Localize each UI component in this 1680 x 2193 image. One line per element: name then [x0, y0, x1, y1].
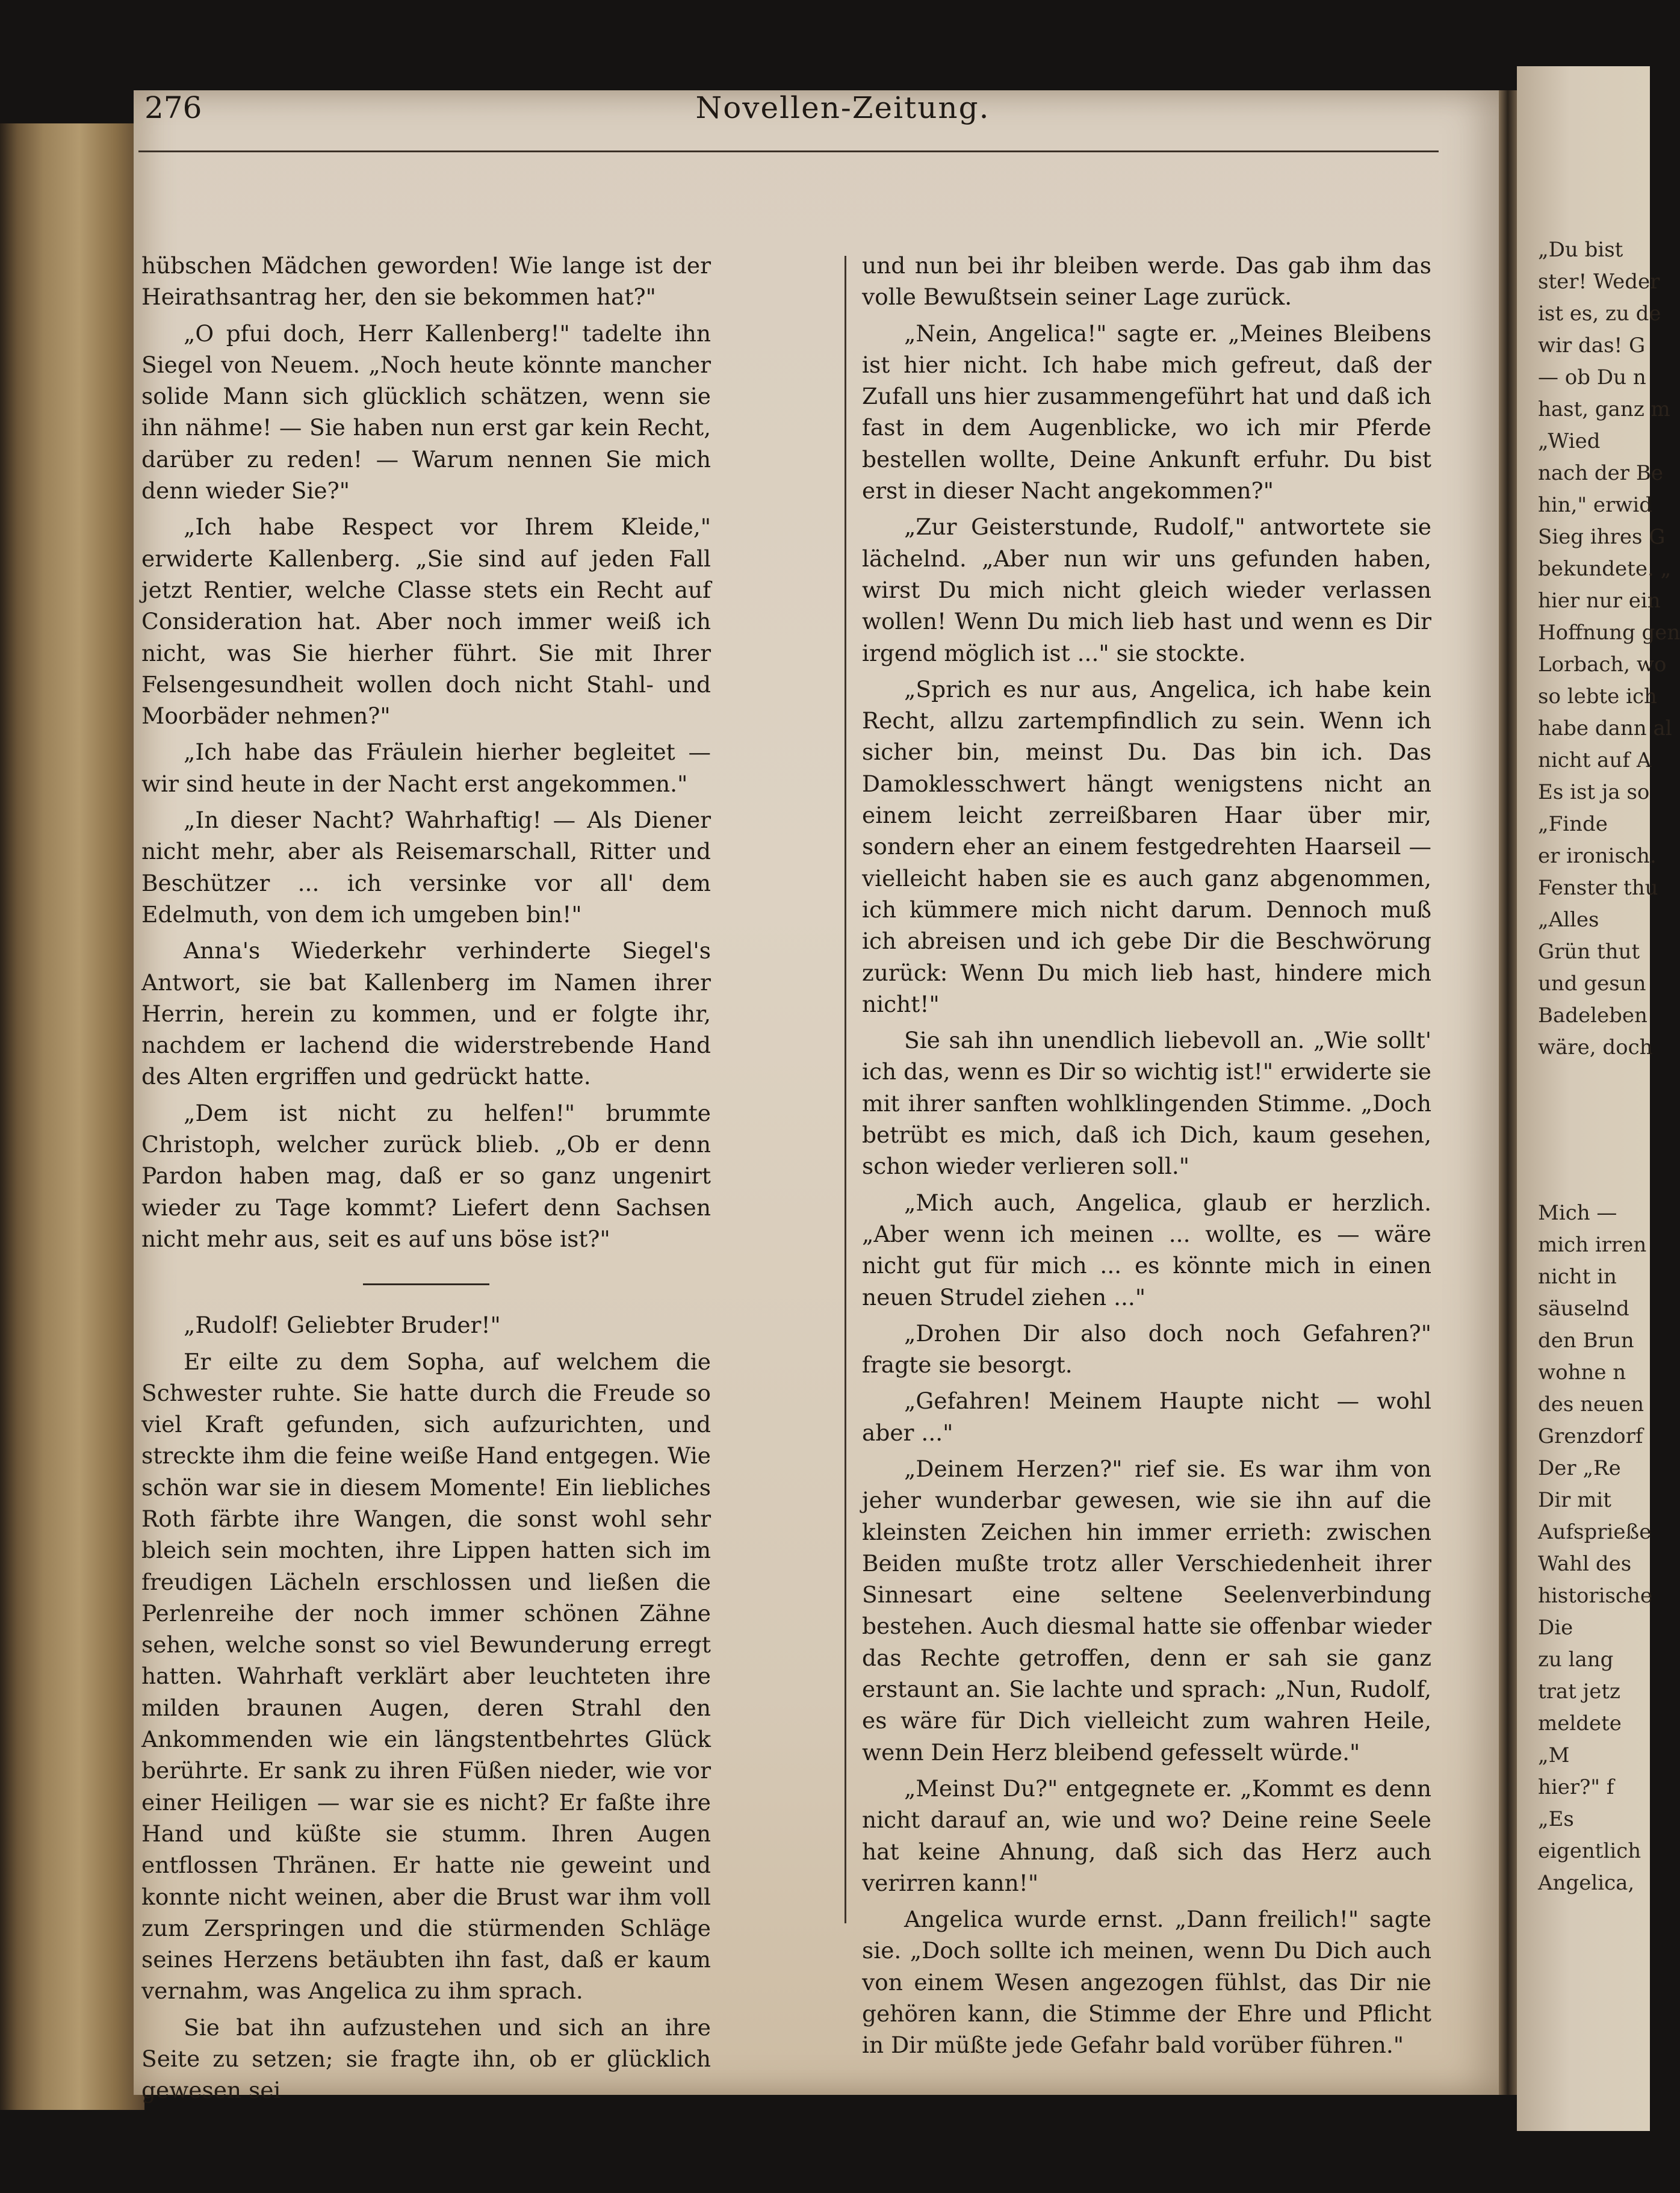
paragraph: Sie sah ihn unendlich liebevoll an. „Wie sollt' ich das, wenn es Dir so wichtig ist!" erwiderte sie mit ihrer sanften wohlklingenden Stimme. „Doch betrübt es mich, daß ich Dich, kaum gesehen, schon wieder verlieren soll.": [862, 1027, 1431, 1180]
paragraph: „Drohen Dir also doch noch Gefahren?" fragte sie besorgt.: [862, 1320, 1431, 1379]
text-column-left: [141, 250, 711, 2106]
facing-page-line: Wahl des: [1538, 1552, 1632, 1576]
paragraph: und nun bei ihr bleiben werde. Das gab ihm das volle Bewußtsein seiner Lage zurück.: [862, 252, 1431, 311]
facing-page-line: Der „Re: [1538, 1456, 1621, 1480]
facing-page-line: und gesun: [1538, 972, 1646, 996]
facing-page-line: habe dann al: [1538, 716, 1672, 740]
facing-page-line: er ironisch.: [1538, 844, 1657, 868]
paragraph: „Meinst Du?" entgegnete er. „Kommt es denn nicht darauf an, wie und wo? Deine reine Seele hat keine Ahnung, daß sich das Herz auch verirren kann!": [862, 1775, 1431, 1896]
facing-page-line: säuselnd: [1538, 1297, 1629, 1321]
facing-page-line: Es ist ja so: [1538, 780, 1650, 804]
facing-page-line: wir das! G: [1538, 333, 1646, 358]
paragraph: Angelica wurde ernst. „Dann freilich!" sagte sie. „Doch sollte ich meinen, wenn Du Dich auch von einem Wesen angezogen fühlst, das Dir nie gehören kann, die Stimme der Ehre und Pflicht in Dir müßte jede Gefahr bald vorüber führen.": [862, 1906, 1431, 2059]
facing-page-line: trat jetz: [1538, 1680, 1620, 1704]
paragraph: „Nein, Angelica!" sagte er. „Meines Bleibens ist hier nicht. Ich habe mich gefreut, daß der Zufall uns hier zusammengeführt hat und daß ich fast in dem Augenblicke, wo ich mir Pferde bestellen wollte, Deine Ankunft erfuhr. Du bist erst in dieser Nacht angekommen?": [862, 320, 1431, 504]
book-gutter: [1499, 90, 1517, 2095]
facing-page-line: Grenzdorf: [1538, 1424, 1643, 1448]
paragraph: Sie bat ihn aufzustehen und sich an ihre Seite zu setzen; sie fragte ihn, ob er glücklich gewesen sei: [141, 2014, 711, 2104]
paragraph: „Gefahren! Meinem Haupte nicht — wohl aber ...": [862, 1388, 1431, 1446]
paragraph: hübschen Mädchen geworden! Wie lange ist der Heirathsantrag her, den sie bekommen hat?": [141, 252, 711, 311]
facing-page-line: „M: [1538, 1743, 1570, 1767]
facing-page-line: Angelica,: [1538, 1871, 1635, 1895]
facing-page-line: ster! Weder: [1538, 270, 1660, 294]
facing-page-line: „Es: [1538, 1807, 1574, 1831]
facing-page-line: hast, ganz m: [1538, 397, 1670, 421]
running-title: Novellen-Zeitung.: [695, 90, 990, 125]
facing-page-line: meldete: [1538, 1711, 1622, 1735]
facing-page-line: Grün thut: [1538, 940, 1640, 964]
facing-page-line: „Alles: [1538, 908, 1599, 932]
facing-page-line: nicht auf A: [1538, 748, 1652, 772]
paragraph: „Rudolf! Geliebter Bruder!": [184, 1312, 501, 1339]
facing-page-line: Badeleben: [1538, 1003, 1647, 1028]
facing-page-line: Mich —: [1538, 1201, 1617, 1225]
paragraph: „In dieser Nacht? Wahrhaftig! — Als Diener nicht mehr, aber als Reisemarschall, Ritter und Beschützer ... ich versinke vor all' dem Edelmuth, von dem ich umgeben bin!": [141, 807, 711, 928]
paragraph: Er eilte zu dem Sopha, auf welchem die Schwester ruhte. Sie hatte durch die Freude so viel Kraft gefunden, sich aufzurichten, und streckte ihm die feine weiße Hand entgegen. Wie schön war sie in diesem Momente! Ein liebliches Roth färbte ihre Wangen, die sonst wohl sehr bleich sein mochten, ihre Lippen hatten sich im freudigen Lächeln erschlossen und ließen die Perlenreihe der noch immer schönen Zähne sehen, welche sonst so viel Bewunderung erregt hatten. Wahrhaft verklärt aber leuchteten ihre milden braunen Augen, deren Strahl den Ankommenden wie ein längstentbehrtes Glück berührte. Er sank zu ihren Füßen nieder, wie vor einer Heiligen — war sie es nicht? Er faßte ihre Hand und küßte sie stumm. Ihren Augen entflossen Thränen. Er hatte nie geweint und konnte nicht weinen, aber die Brust war ihm voll zum Zerspringen und die stürmenden Schläge seines Herzens betäubten ihn fast, daß er kaum vernahm, was Angelica zu ihm sprach.: [141, 1348, 711, 2005]
section-divider: [363, 1283, 489, 1285]
facing-page-line: nach der Be: [1538, 461, 1663, 485]
paragraph: „O pfui doch, Herr Kallenberg!" tadelte ihn Siegel von Neuem. „Noch heute könnte mancher solide Mann sich glücklich schätzen, wenn sie ihn nähme! — Sie haben nun erst gar kein Recht, darüber zu reden! — Warum nennen Sie mich denn wieder Sie?": [141, 320, 711, 504]
book-edge-left: [0, 123, 144, 2110]
paragraph: Anna's Wiederkehr verhinderte Siegel's Antwort, sie bat Kallenberg im Namen ihrer Herrin, herein zu kommen, und er folgte ihr, nachdem er lachend die widerstrebende Hand des Alten ergriffen und gedrückt hatte.: [141, 937, 711, 1090]
facing-page-line: Lorbach, wo: [1538, 653, 1667, 677]
facing-page-line: wohne n: [1538, 1360, 1626, 1385]
header-rule: [138, 150, 1439, 152]
paragraph: „Zur Geisterstunde, Rudolf," antwortete sie lächelnd. „Aber nun wir uns gefunden haben, wirst Du mich nicht gleich wieder verlassen wollen! Wenn Du mich lieb hast und wenn es Dir irgend möglich ist ..." sie stockte.: [862, 513, 1431, 666]
paragraph: „Sprich es nur aus, Angelica, ich habe kein Recht, allzu zartempfindlich zu sein. Wenn ich sicher bin, meinst Du. Das bin ich. Das Damoklesschwert hängt wenigstens nicht an einem leicht zerreißbaren Haar über mir, sondern eher an einem festgedrehten Haarseil — vielleicht haben sie es auch ganz abgenommen, ich kümmere mich nicht darum. Dennoch muß ich abreisen und ich gebe Dir die Beschwörung zurück: Wenn Du mich lieb hast, hindere mich nicht!": [862, 675, 1431, 1017]
text-column-right: [862, 250, 1431, 2061]
column-divider: [845, 256, 846, 1923]
facing-page-line: „Du bist: [1538, 238, 1623, 262]
facing-page-line: ist es, zu de: [1538, 302, 1661, 326]
facing-page-line: hier nur ein: [1538, 589, 1661, 613]
facing-page-line: Sieg ihres G: [1538, 525, 1666, 549]
facing-page-line: hin," erwid: [1538, 493, 1653, 517]
facing-page-line: hier?" f: [1538, 1775, 1614, 1799]
facing-page-line: den Brun: [1538, 1329, 1634, 1353]
facing-page-line: Die: [1538, 1616, 1573, 1640]
facing-page-line: historische: [1538, 1584, 1652, 1608]
page-number: 276: [144, 90, 202, 125]
paragraph: „Dem ist nicht zu helfen!" brummte Christoph, welcher zurück blieb. „Ob er denn Pardon haben mag, daß er so ganz ungenirt wieder zu Tage kommt? Liefert denn Sachsen nicht mehr aus, seit es auf uns böse ist?": [141, 1099, 711, 1252]
facing-page-line: zu lang: [1538, 1648, 1614, 1672]
facing-page-line: „Wied: [1538, 429, 1601, 453]
facing-page-line: nicht in: [1538, 1265, 1617, 1289]
facing-page-line: des neuen: [1538, 1392, 1644, 1416]
facing-page-line: so lebte ich: [1538, 684, 1657, 709]
facing-page-line: Dir mit: [1538, 1488, 1611, 1512]
facing-page-line: — ob Du n: [1538, 365, 1646, 389]
facing-page-line: Hoffnung gen: [1538, 621, 1680, 645]
paragraph: „Deinem Herzen?" rief sie. Es war ihm von jeher wunderbar gewesen, wie sie ihn auf die kleinsten Zeichen hin immer errieth: zwischen Beiden mußte trotz aller Verschiedenheit ihrer Sinnesart eine seltene Seelenverbindung bestehen. Auch diesmal hatte sie offenbar wieder das Rechte getroffen, denn er sah sie ganz erstaunt an. Sie lachte und sprach: „Nun, Rudolf, es wäre für Dich vielleicht zum wahren Heile, wenn Dein Herz bleibend gefesselt würde.": [862, 1455, 1431, 1766]
facing-page-line: Fenster thu: [1538, 876, 1658, 900]
facing-page-line: Aufsprieße: [1538, 1520, 1652, 1544]
facing-page-line: mich irren: [1538, 1233, 1647, 1257]
paragraph: „Ich habe Respect vor Ihrem Kleide," erwiderte Kallenberg. „Sie sind auf jeden Fall jetzt Rentier, welche Classe stets ein Recht auf Consideration hat. Aber noch immer weiß ich nicht, was Sie hierher führt. Sie mit Ihrer Felsengesundheit wollen doch nicht Stahl- und Moorbäder nehmen?": [141, 513, 711, 730]
facing-page-line: bekundete. „: [1538, 557, 1672, 581]
facing-page-line: eigentlich: [1538, 1839, 1641, 1863]
paragraph: „Ich habe das Fräulein hierher begleitet — wir sind heute in der Nacht erst angekommen.": [141, 739, 711, 797]
facing-page-line: wäre, doch: [1538, 1035, 1653, 1059]
paragraph: „Mich auch, Angelica, glaub er herzlich. „Aber wenn ich meinen ... wollte, es — wäre nicht gut für mich ... es könnte mich in einen neuen Strudel ziehen ...": [862, 1189, 1431, 1311]
facing-page-line: „Finde: [1538, 812, 1608, 836]
